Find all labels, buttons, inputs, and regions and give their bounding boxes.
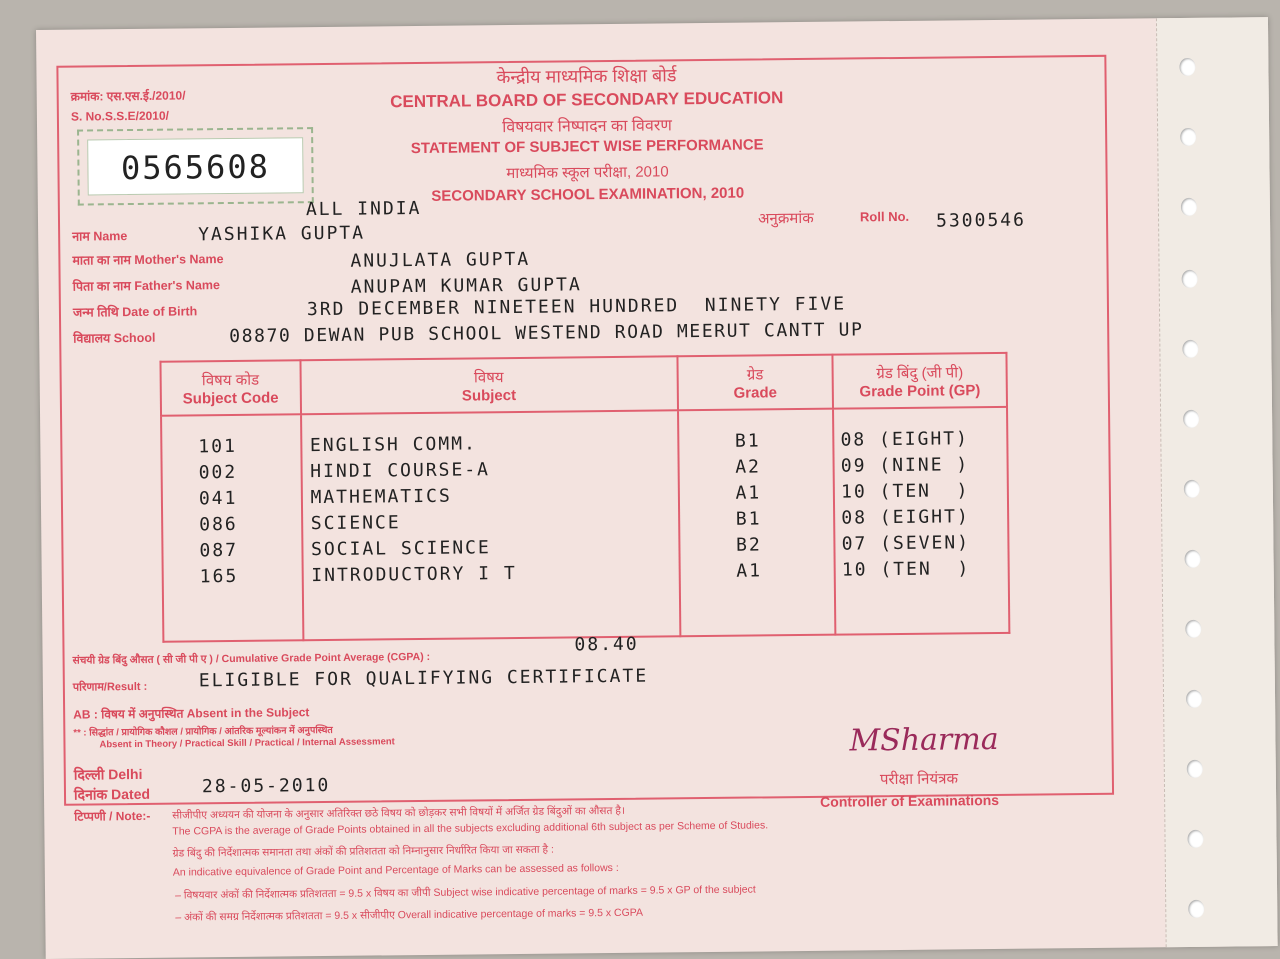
subject-code: 002 xyxy=(198,461,238,484)
absent-legend: AB : विषय में अनुपस्थित Absent in the Subject xyxy=(73,705,310,722)
father-name-label: पिता का नाम Father's Name xyxy=(72,278,221,294)
dob-label: जन्म तिथि Date of Birth xyxy=(72,304,198,320)
grade-point: 08 (EIGHT) xyxy=(840,428,970,451)
grade-column xyxy=(678,409,836,637)
serial-label-english: S. No.S.S.E/2010/ xyxy=(70,108,170,124)
grade: A1 xyxy=(736,560,763,582)
subject-column xyxy=(301,410,680,640)
result-label: परिणाम/Result : xyxy=(72,680,148,694)
region: ALL INDIA xyxy=(305,197,422,221)
subject-name: INTRODUCTORY I T xyxy=(311,562,517,587)
note-line: – विषयवार अंकों की निर्देशात्मक प्रतिशतता = 9.5 x विषय का जीपी Subject wise indicative percentage of marks = 9.5 x GP of the subject xyxy=(175,883,756,902)
perforation-hole xyxy=(1187,830,1203,848)
controller-title-english: Controller of Examinations xyxy=(820,791,1000,810)
subject-name: HINDI COURSE-A xyxy=(310,459,491,483)
cgpa-label: संचयी ग्रेड बिंदु औसत ( सी जी पी ए ) / Cumulative Grade Point Average (CGPA) : xyxy=(72,650,431,667)
perforation-hole xyxy=(1183,410,1199,428)
issue-date: 28-05-2010 xyxy=(201,774,331,798)
grade-point: 08 (EIGHT) xyxy=(841,506,970,529)
signature-text: MSharma xyxy=(849,721,999,759)
statement-title-hindi: विषयवार निष्पादन का विवरण xyxy=(502,117,673,137)
subject-code: 086 xyxy=(199,513,238,536)
student-name: YASHIKA GUPTA xyxy=(198,222,366,246)
subject-code: 165 xyxy=(199,565,239,588)
serial-number-box xyxy=(77,127,314,205)
subject-code: 087 xyxy=(199,539,239,562)
date-of-birth: 3RD DECEMBER NINETEEN HUNDRED NINETY FIVE xyxy=(306,293,847,321)
grade-point-column xyxy=(833,407,1009,635)
grade: B1 xyxy=(734,430,761,452)
serial-number: 0565608 xyxy=(87,137,304,195)
subject-name: SOCIAL SCIENCE xyxy=(310,537,491,561)
perforation-hole xyxy=(1185,550,1201,568)
subject-code-column xyxy=(161,414,303,641)
grade: A2 xyxy=(735,456,762,478)
perforation-hole xyxy=(1188,900,1204,918)
exam-title-hindi: माध्यमिक स्कूल परीक्षा, 2010 xyxy=(506,163,669,183)
absent-component-legend-english: Absent in Theory / Practical Skill / Practical / Internal Assessment xyxy=(99,736,395,751)
absent-component-legend-hindi: ** : सिद्धांत / प्रायोगिक कौशल / प्रायोगिक / आंतरिक मूल्यांकन में अनुपस्थित xyxy=(73,724,333,739)
board-name-hindi: केन्द्रीय माध्यमिक शिक्षा बोर्ड xyxy=(496,65,677,88)
mother-name: ANUJLATA GUPTA xyxy=(350,248,531,272)
result-value: ELIGIBLE FOR QUALIFYING CERTIFICATE xyxy=(198,665,649,692)
exam-title-english: SECONDARY SCHOOL EXAMINATION, 2010 xyxy=(431,184,745,205)
serial-label-hindi: क्रमांक: एस.एस.ई./2010/ xyxy=(70,88,186,104)
subject-name: ENGLISH COMM. xyxy=(309,433,477,457)
perforation-hole xyxy=(1187,760,1203,778)
grade-point: 07 (SEVEN) xyxy=(841,532,971,555)
subject-name: MATHEMATICS xyxy=(310,485,452,509)
board-name-english: CENTRAL BOARD OF SECONDARY EDUCATION xyxy=(390,88,784,112)
school-label: विद्यालय School xyxy=(73,330,156,346)
perforation-hole xyxy=(1184,480,1200,498)
cgpa-value: 08.40 xyxy=(574,633,639,656)
note-line: – अंकों की समग्र निर्देशात्मक प्रतिशतता = 9.5 x सीजीपीए Overall indicative percentage of marks = 9.5 x CGPA xyxy=(175,906,644,924)
perforation-hole xyxy=(1179,58,1195,76)
header-grade: ग्रेड Grade xyxy=(677,355,833,411)
perforation-hole xyxy=(1180,128,1196,146)
note-label: टिप्पणी / Note:- xyxy=(74,808,151,824)
perforation-hole xyxy=(1186,690,1202,708)
roll-number: 5300546 xyxy=(935,209,1027,232)
subject-name: SCIENCE xyxy=(310,512,401,535)
subject-code: 101 xyxy=(198,435,237,458)
dated-label: दिनांक Dated xyxy=(73,785,151,803)
controller-signature xyxy=(849,722,999,759)
perforation-hole xyxy=(1182,340,1198,358)
place-label: दिल्ली Delhi xyxy=(73,765,143,783)
header-grade-point: ग्रेड बिंदु (जी पी) Grade Point (GP) xyxy=(833,353,1007,409)
grade-point: 09 (NINE ) xyxy=(840,454,970,477)
perforation-hole xyxy=(1182,270,1198,288)
school-name: 08870 DEWAN PUB SCHOOL WESTEND ROAD MEERUT CANTT UP xyxy=(229,319,864,347)
father-name: ANUPAM KUMAR GUPTA xyxy=(350,274,582,298)
header-subject-code: विषय कोड Subject Code xyxy=(160,360,300,415)
grade: A1 xyxy=(735,482,762,504)
grade-point: 10 (TEN ) xyxy=(840,480,970,503)
roll-label-english: Roll No. xyxy=(859,208,910,225)
note-line: An indicative equivalence of Grade Point and Percentage of Marks can be assessed as follows : xyxy=(172,861,619,879)
note-line: The CGPA is the average of Grade Points obtained in all the subjects excluding additional 6th subject as per Scheme of Studies. xyxy=(172,819,769,838)
note-line: ग्रेड बिंदु की निर्देशात्मक समानता तथा अंकों की प्रतिशतता को निम्नानुसार निर्धारित किया जा सकता है : xyxy=(172,843,554,860)
perforation-hole xyxy=(1181,198,1197,216)
subject-code: 041 xyxy=(198,487,238,510)
name-label: नाम Name xyxy=(72,229,128,244)
grade: B2 xyxy=(735,534,762,556)
header-subject: विषय Subject xyxy=(300,356,678,414)
controller-title-hindi: परीक्षा नियंत्रक xyxy=(879,770,959,789)
perforated-strip xyxy=(1156,17,1278,947)
grade-point: 10 (TEN ) xyxy=(841,558,971,581)
note-line: सीजीपीए अध्ययन की योजना के अनुसार अतिरिक्त छठे विषय को छोड़कर सभी विषयों में अर्जित ग्रेड बिंदुओं का औसत है। xyxy=(172,804,625,822)
statement-title-english: STATEMENT OF SUBJECT WISE PERFORMANCE xyxy=(410,136,764,158)
marksheet-paper xyxy=(36,17,1278,959)
perforation-hole xyxy=(1185,620,1201,638)
mother-name-label: माता का नाम Mother's Name xyxy=(72,252,224,268)
roll-label-hindi: अनुक्रमांक xyxy=(757,209,814,228)
subject-performance-table xyxy=(159,352,1010,643)
grade: B1 xyxy=(735,508,762,530)
